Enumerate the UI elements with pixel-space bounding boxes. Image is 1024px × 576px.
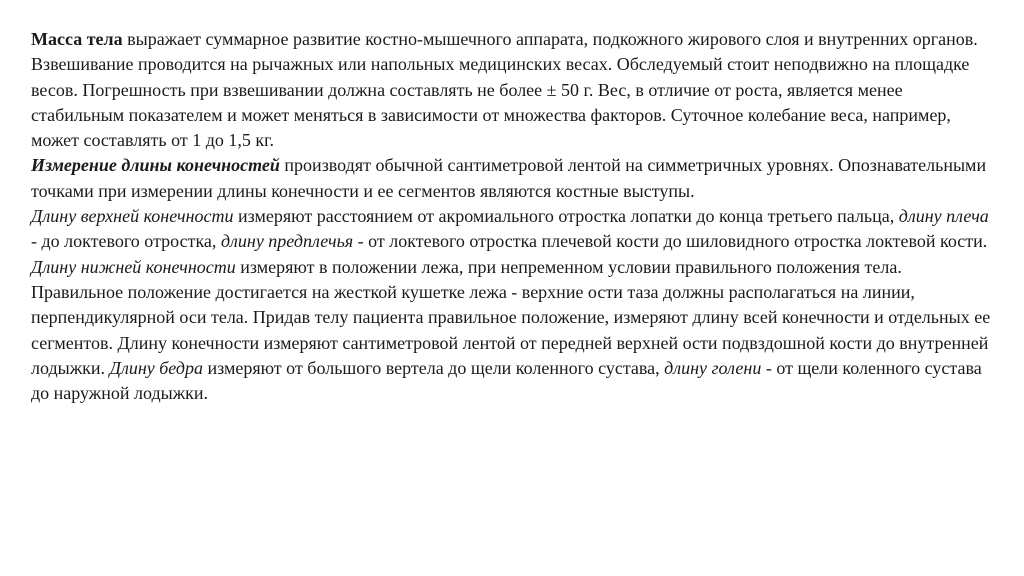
paragraph-text: выражает суммарное развитие костно-мышечного аппарата, подкожного жирового слоя и внутренних органов. Взвешивание проводится на рычажных или напольных медицинских весах. Обследуемый стоит неподвижно на площадке весов. Погрешность при взвешивании должна составлять не более ± 50 г. Вес, в отличие от роста, является менее стабильным показателем и может меняться в зависимости от множества факторов. Суточное колебание веса, например, может составлять от 1 до 1,5 кг. xyxy=(31,29,978,151)
paragraph-limb-measurement xyxy=(31,153,991,204)
term-forearm-length: длину предплечья xyxy=(220,231,354,252)
paragraph-lower-limb xyxy=(31,255,991,407)
term-upper-limb-length: Длину верхней конечности xyxy=(31,206,234,227)
term-limb-measurement: Измерение длины конечностей xyxy=(31,155,280,176)
paragraph-text: - от локтевого отростка плечевой кости до шиловидного отростка локтевой кости. xyxy=(353,231,988,252)
paragraph-text: производят обычной сантиметровой лентой на симметричных уровнях. Опознавательными точками при измерении длины конечности и ее сегментов являются костные выступы. xyxy=(31,155,987,201)
term-body-mass: Масса тела xyxy=(31,29,123,49)
paragraph-upper-limb xyxy=(31,204,991,255)
slide-body xyxy=(31,27,991,406)
term-shin-length: длину голени xyxy=(664,357,762,378)
paragraph-text: измеряют от большого вертела до щели коленного сустава, xyxy=(202,357,665,378)
term-shoulder-length: длину плеча xyxy=(898,206,989,227)
term-lower-limb-length: Длину нижней конечности xyxy=(31,256,236,277)
paragraph-text: - от щели коленного сустава до наружной лодыжки. xyxy=(31,357,982,404)
paragraph-text: измеряют в положении лежа, при непременном условии правильного положения тела. Правильное положение достигается на жесткой кушетке лежа - верхние ости таза должны располагаться на линии, перпендикулярной оси тела. Придав телу пациента правильное положение, измеряют длину всей конечности и отдельных ее сегментов. Длину конечности измеряют сантиметровой лентой от передней верхней ости подвздошной кости до внутренней лодыжки. xyxy=(31,256,991,378)
paragraph-body-mass xyxy=(31,27,991,153)
paragraph-text: - до локтевого отростка, xyxy=(31,231,221,252)
term-thigh-length: Длину бедра xyxy=(109,357,203,378)
paragraph-text: измеряют расстоянием от акромиального отростка лопатки до конца третьего пальца, xyxy=(233,206,899,227)
